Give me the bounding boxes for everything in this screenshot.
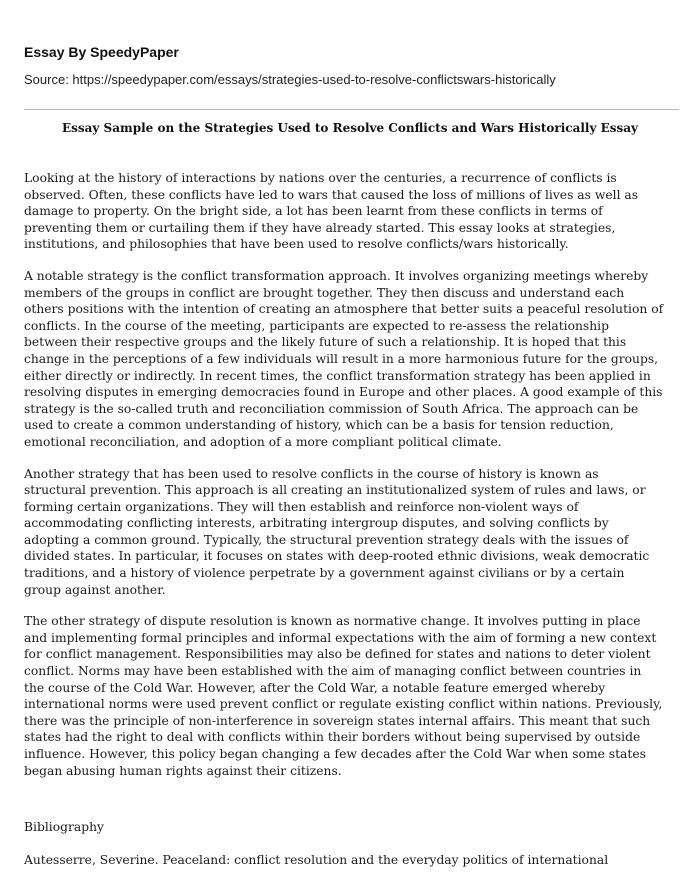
bibliography-entry: Autesserre, Severine. Peaceland: conflict resolution and the everyday politics of international	[24, 852, 609, 867]
essay-body	[24, 170, 664, 883]
document-header-title: Essay By SpeedyPaper	[24, 44, 179, 60]
paragraph-2: A notable strategy is the conflict transformation approach. It involves organizing meetings whereby members of the groups in conflict are brought together. They then discuss and understand each others positions with the intention of creating an atmosphere that better suits a peaceful resolution of conflicts. In the course of the meeting, participants are expected to re-assess the relationship between their respective groups and the likely future of such a relationship. It is hoped that this change in the perceptions of a few individuals will result in a more harmonious future for the groups, either directly or indirectly. In recent times, the conflict transformation strategy has been applied in resolving disputes in emerging democracies found in Europe and other places. A good example of this strategy is the so-called truth and reconciliation commission of South Africa. The approach can be used to create a common understanding of history, which can be a basis for tension reduction, emotional reconciliation, and adoption of a more compliant political climate.	[24, 268, 664, 449]
paragraph-4: The other strategy of dispute resolution is known as normative change. It involves putting in place and implementing formal principles and informal expectations with the aim of forming a new context for conflict management. Responsibilities may also be defined for states and nations to deter violent conflict. Norms may have been established with the aim of managing conflict between countries in the course of the Cold War. However, after the Cold War, a notable feature emerged whereby international norms were used prevent conflict or regulate existing conflict within nations. Previously, there was the principle of non-interference in sovereign states internal affairs. This meant that such states had the right to deal with conflicts within their borders without being supervised by outside influence. However, this policy began changing a few decades after the Cold War when some states began abusing human rights against their citizens.	[24, 614, 663, 778]
paragraph-3: Another strategy that has been used to resolve conflicts in the course of history is known as structural prevention. This approach is all creating an institutionalized system of rules and laws, or forming certain organizations. They will then establish and reinforce non-violent ways of accommodating conflicting interests, arbitrating intergroup disputes, and solving conflicts by adopting a common ground. Typically, the structural prevention strategy deals with the issues of divided states. In particular, it focuses on states with deep-rooted ethnic divisions, weak democratic traditions, and a history of violence perpetrate by a government against civilians or by a certain group against another.	[24, 466, 650, 597]
paragraph-1: Looking at the history of interactions by nations over the centuries, a recurrence of conflicts is observed. Often, these conflicts have led to wars that caused the loss of millions of lives as well as damage to property. On the bright side, a lot has been learnt from these conflicts in terms of preventing them or curtailing them if they have already started. This essay looks at strategies, institutions, and philosophies that have been used to resolve conflicts/wars historically.	[24, 171, 639, 252]
essay-title: Essay Sample on the Strategies Used to Resolve Conflicts and Wars Historically Essay	[61, 121, 639, 135]
bibliography-heading: Bibliography	[24, 820, 104, 835]
header-divider	[24, 109, 679, 110]
source-link[interactable]: Source: https://speedypaper.com/essays/strategies-used-to-resolve-conflictswars-historically	[24, 72, 556, 87]
